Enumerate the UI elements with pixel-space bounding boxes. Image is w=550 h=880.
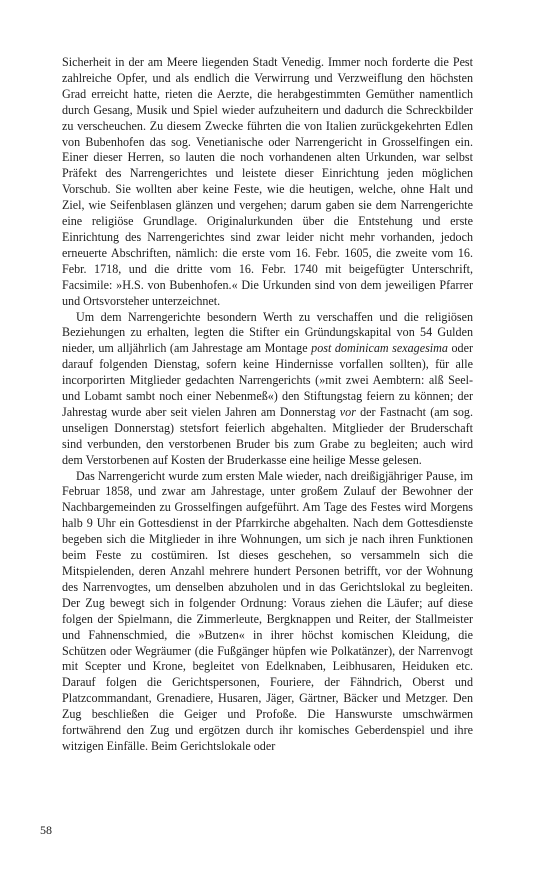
paragraph-2-text: oder darauf folgenden Dienstag, sofern keine Hindernisse vorfallen sollten), für alle incorporirten Mitglieder gedachten Narrengerichts (»mit zwei Aembtern: alß Seel- und Lobamt sambt noch einer Nebenmeß«) den Stiftungstag feiern zu können; der Jahrestag wurde aber seit vielen Jahren am Donnerstag (62, 341, 473, 419)
paragraph-2-text: Um dem Narrengerichte besondern Werth zu verschaffen und die religiösen Beziehungen zu erhalten, legten die Stifter ein Gründungskapital von 54 Gulden nieder, um alljährlich (am Jahrestage am Montage (62, 309, 473, 356)
paragraph-3-text: Das Narrengericht wurde zum ersten Male wieder, nach dreißigjähriger Pause, im Februar 1858, und zwar am Jahrestage, unter großem Zulauf der Bewohner der Nachbargemeinden zu Grosselfingen aufgeführt. Am Tage des Festes wird Morgens halb 9 Uhr ein Gottesdienst in der Pfarrkirche abgehalten. Nach dem Gottesdienste begeben sich die Mitglieder in ihre Wohnungen, um sich je nach ihren Funktionen beim Feste zu costümiren. Ist dieses geschehen, so versammeln sich die Mitspielenden, deren Anzahl mehrere hundert Personen betrifft, vor der Wohnung des Narrenvogtes, um denselben abzuholen und in das Gerichtslokal zu begleiten. Der Zug bewegt sich in folgender Ordnung: Voraus ziehen die Läufer; auf diese folgen der Spielmann, die Zimmerleute, Bergknappen und Reiter, der Stallmeister und Fahnenschmied, die »Butzen« in ihrer höchst komischen Kleidung, die Schützen oder Wegräumer (die Fußgänger hüpfen wie Polkatänzer), der Narrenvogt mit Scepter und Krone, begleitet von Edelknaben, Leibhusaren, Heiduken etc. Darauf folgen die Gerichtspersonen, Fouriere, der Fähndrich, Oberst und Platzcommandant, Grenadiere, Husaren, Jäger, Gärtner, Bäcker und Metzger. Den Zug beschließen die Geiger und Profoße. Die Hanswurste umschwärmen fortwährend den Zug und ergötzen durch ihr komisches Geberdenspiel und ihre witzigen Einfälle. Beim Gerichtslokale oder (62, 468, 473, 753)
paragraph-2 (62, 310, 473, 469)
paragraph-1-text: Sicherheit in der am Meere liegenden Stadt Venedig. Immer noch forderte die Pest zahlreiche Opfer, und als endlich die Verwirrung und Verzweiflung den höchsten Grad erreicht hatte, rieten die Aerzte, die herabgestimmten Gemüther namentlich durch Gesang, Musik und Spiel wieder aufzuheitern und dadurch die Schreckbilder zu verscheuchen. Zu diesem Zwecke führten die von Italien zurückgekehrten Edlen von Bubenhofen das sog. Venetianische oder Narrengericht in Grosselfingen ein. Einer dieser Herren, so lauten die noch vorhandenen alten Urkunden, war selbst Präfekt des Narrengerichtes und leistete dieser Einrichtung jeden möglichen Vorschub. Sie wollten aber keine Feste, wie die heutigen, welche, ohne Halt und Ziel, wie Seifenblasen glänzen und vergehen; darum gaben sie dem Narrengerichte eine religiöse Grundlage. Originalurkunden über die Entstehung und erste Einrichtung des Narrengerichtes sind zwar leider nicht mehr vorhanden, jedoch erneuerte Abschriften, nämlich: die erste vom 16. Febr. 1605, die zweite vom 16. Febr. 1718, und die dritte vom 16. Febr. 1740 mit beigefügter Unterschrift, Facsimile: »H.S. von Bubenhofen.« Die Urkunden sind von dem jeweiligen Pfarrer und Ortsvorsteher unterzeichnet. (62, 55, 473, 308)
paragraph-2-italic-word: vor (339, 404, 356, 419)
paragraph-3 (62, 469, 473, 755)
page-number: 58 (40, 823, 52, 837)
page-body (62, 55, 473, 755)
paragraph-2-italic-phrase: post dominicam sexagesima (311, 341, 448, 356)
paragraph-1 (62, 55, 473, 310)
paragraph-2-text: der Fastnacht (am sog. unseligen Donnerstag) stetsfort feierlich abgehalten. Mitglieder der Bruderschaft sind verbunden, den verstorbenen Bruder bis zum Grabe zu begleiten; auch wird dem Verstorbenen auf Kosten der Bruderkasse eine heilige Messe gelesen. (62, 404, 474, 467)
